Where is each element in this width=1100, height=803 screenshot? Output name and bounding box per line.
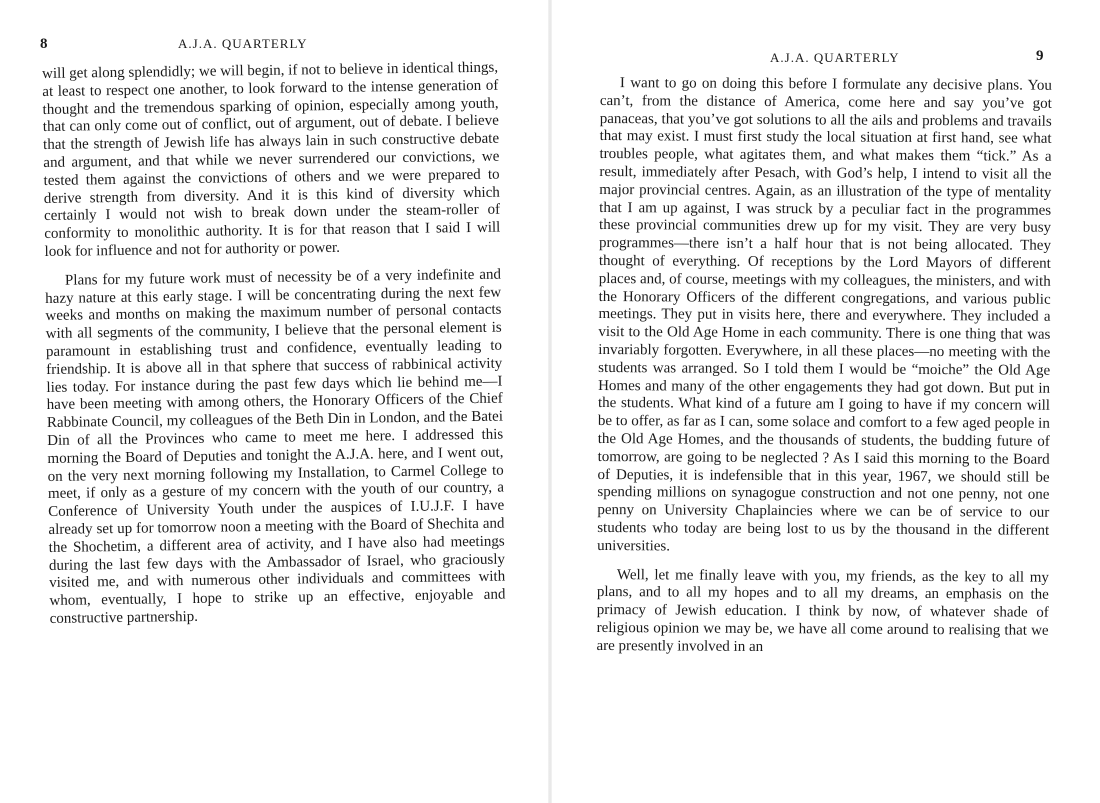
body-text (42, 60, 506, 629)
page-number: 8 (40, 36, 48, 52)
running-head: A.J.A. QUARTERLY (178, 36, 308, 51)
paragraph: will get along splendidly; we will begin, if not to believe in identical things, at least to respect one another, to look forward to the intense generation of thought and the tremendous sparking of opinion, especially among youth, that can only come out of conflict, out of argument, out of debate. I believe that the strength of Jewish life has always lain in such constructive debate and argument, and that while we never surrendered our convictions, we tested them against the convictions of others and we were prepared to derive strength from diversity. And it is this kind of diversity which certainly I would not wish to break down under the steam-roller of conformity to monolithic authority. It is for that reason that I said I will look for influence and not for authority or power. (42, 59, 501, 260)
book-gutter (548, 0, 552, 803)
paragraph: Well, let me finally leave with you, my friends, as the key to all my plans, and to all my hopes and to all my dreams, an emphasis on the primacy of Jewish education. I think by now, of whatever shade of religious opinion we may be, we have all come around to realising that we are presently involved in an (596, 566, 1049, 655)
paragraph: Plans for my future work must of necessity be of a very indefinite and hazy nature at this early stage. I will be concentrating during the next few weeks and months on making the maximum number of personal contacts with all segments of the community, I believe that the personal element is paramount in establishing trust and confidence, eventually leading to friendship. It is above all in that sphere that success of rabbinical activity lies today. For instance during the past few days which lie behind me—I have been meeting with among others, the Honorary Officers of the Chief Rabbinate Council, my colleagues of the Beth Din in London, and the Batei Din of all the Provinces who came to meet me here. I addressed this morning the Board of Deputies and tonight the A.J.A. here, and I went out, on the very next morning following my Installation, to Carmel College to meet, if only as a gesture of my concern with the youth of our country, a Conference of University Youth under the auspices of I.U.J.F. I have already set up for tomorrow noon a meeting with the Board of Shechita and the Shochetim, a different area of activity, and I have also had meetings during the last few days with the Ambassador of Israel, who graciously visited me, and with numerous other individuals and committees with whom, eventually, I hope to strike up an effective, enjoyable and constructive partnership. (45, 266, 506, 627)
paragraph: I want to go on doing this before I formulate any decisive plans. You can’t, from the distance of America, come here and say you’ve got panaceas, that you’ve got solutions to all the ails and problems and travails that may exist. I must first study the local situation at first hand, see what troubles people, what agitates them, and what makes them “tick.” As a result, immediately after Pesach, with God’s help, I intend to visit all the major provincial centres. Again, as an illustration of the type of mentality that I am up against, I was struck by a peculiar fact in the programmes these provincial communities drew up for my visit. They are very busy programmes—there isn’t a half hour that is not being allocated. They thought of everything. Of receptions by the Lord Mayors of different places and, of course, meetings with my colleagues, the ministers, and with the Honorary Officers of the different congregations, and various public meetings. They put in visits here, there and everywhere. They included a visit to the Old Age Home in each community. There is one thing that was invariably forgotten. Everywhere, in all these places—no meeting with the students was arranged. So I told them I would be “moiche” the Old Age Homes and many of the other engagements they had got down. But put in the students. What kind of a future am I going to have if my concern will be to offer, as far as I can, some solace and comfort to a few aged people in the Old Age Homes, and the thousands of students, the budding future of tomorrow, are going to be neglected ? As I said this morning to the Board of Deputies, it is indefensible that in this year, 1967, we should still be spending millions on synagogue construction and not one penny, not one penny on University Chaplaincies where we can be of service to our students who today are being lost to us by the thousand in the different universities. (597, 75, 1052, 555)
body-text (596, 75, 1052, 658)
page-number: 9 (1036, 48, 1044, 64)
running-head: A.J.A. QUARTERLY (770, 50, 900, 65)
